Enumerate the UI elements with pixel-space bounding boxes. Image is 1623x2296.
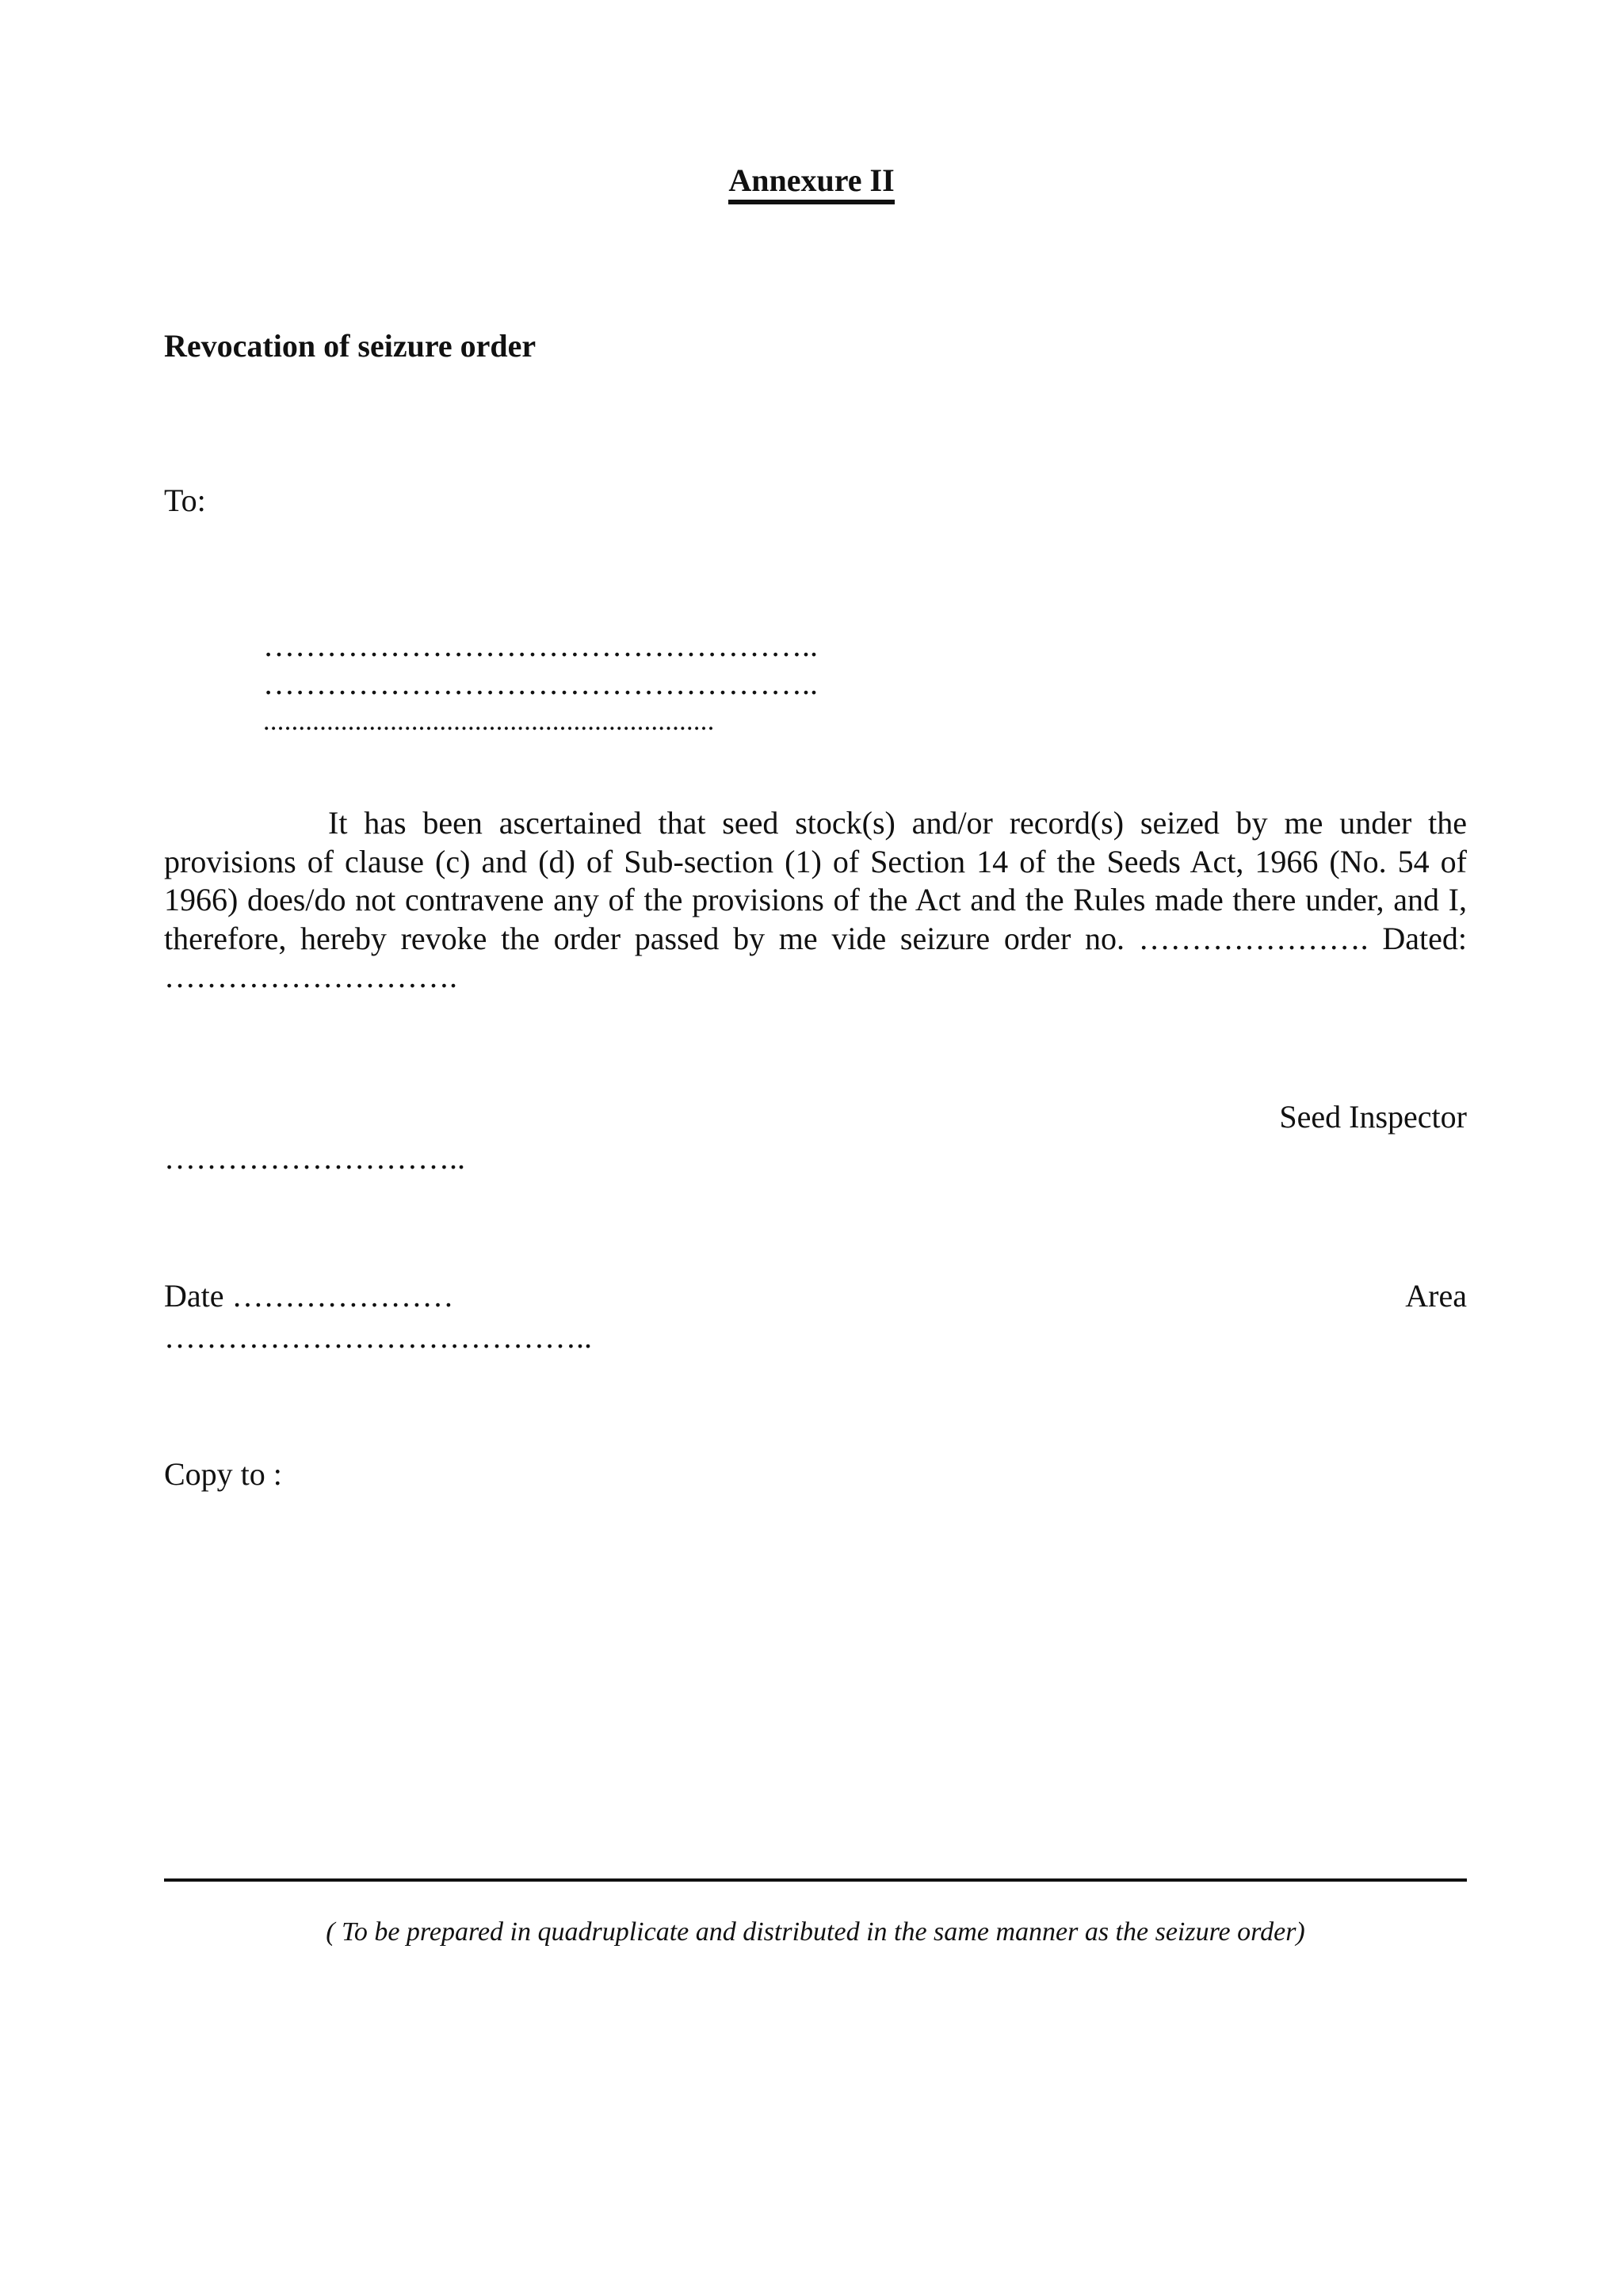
address-line-blank: …………………………………………….. bbox=[263, 627, 818, 663]
to-label: To: bbox=[164, 482, 206, 518]
address-line-blank: …………………………………………….. bbox=[263, 666, 818, 701]
annexure-title-text: Annexure II bbox=[728, 163, 894, 204]
copy-to-label: Copy to : bbox=[164, 1456, 282, 1492]
annexure-title bbox=[0, 161, 1623, 204]
date-line bbox=[164, 1277, 454, 1315]
area-blank: ………………………………….. bbox=[164, 1319, 592, 1355]
revocation-paragraph: It has been ascertained that seed stock(s) and/or record(s) seized by me under the provisions of clause (c) and (d) of Sub-section (1) of Section 14 of the Seeds Act, 1966 (No. 54 of 1966) does/do not contravene any of the provisions of the Act and the Rules made there under, and I, therefore, hereby revoke the order passed by me vide seizure order no. …………………. Dated: ………………………. bbox=[164, 805, 1467, 994]
footer-divider bbox=[164, 1878, 1467, 1882]
footer-note: ( To be prepared in quadruplicate and distributed in the same manner as the seizure order) bbox=[326, 1917, 1305, 1947]
date-blank: ………………… bbox=[231, 1278, 454, 1314]
area-label: Area bbox=[1405, 1278, 1467, 1314]
address-line-blank: ................................................................ bbox=[263, 707, 715, 736]
signature-name-blank: ……………………….. bbox=[164, 1140, 465, 1176]
subject-heading: Revocation of seizure order bbox=[164, 328, 537, 364]
signature-title: Seed Inspector bbox=[1279, 1099, 1467, 1135]
date-label: Date bbox=[164, 1278, 224, 1314]
